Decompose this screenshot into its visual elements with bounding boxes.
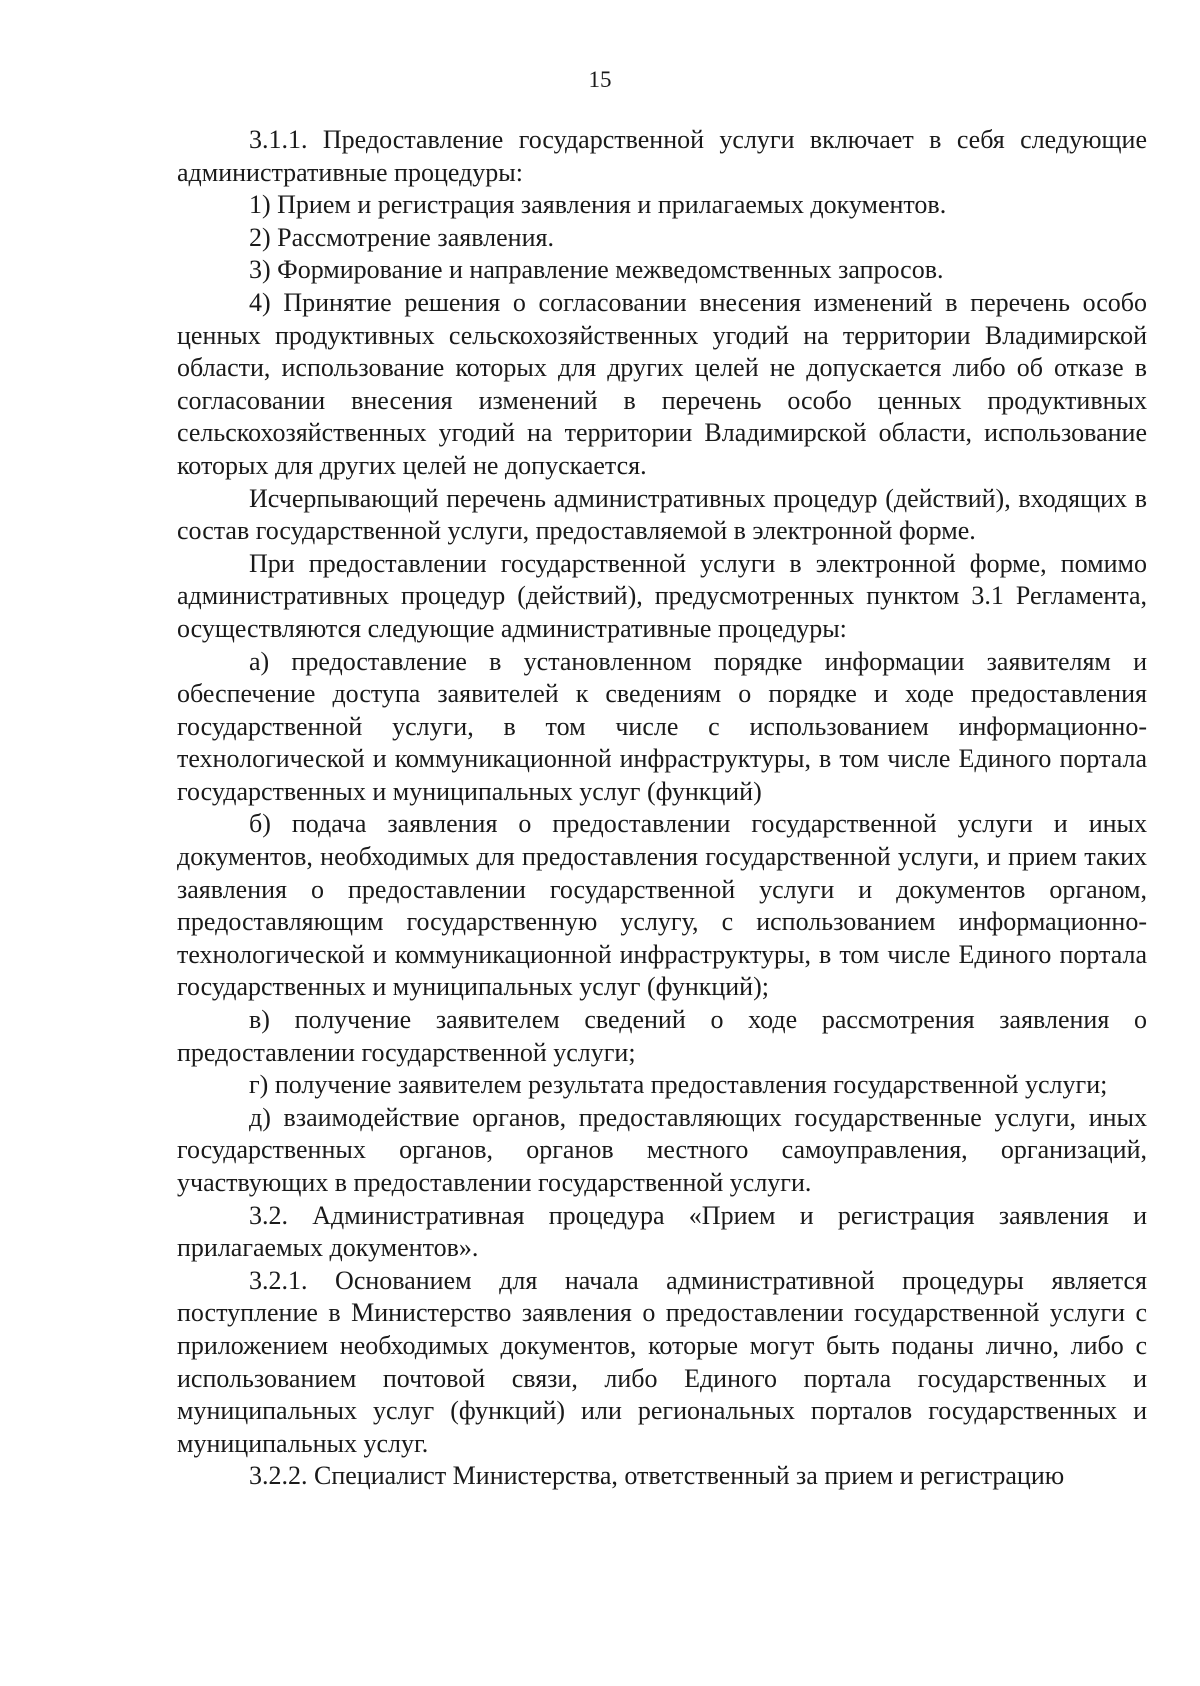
list-item-1: 1) Прием и регистрация заявления и прилагаемых документов. — [249, 190, 947, 220]
list-item-3: 3) Формирование и направление межведомственных запросов. — [249, 255, 944, 285]
paragraph-3-2: 3.2. Административная процедура «Прием и регистрация заявления и прилагаемых документов». — [177, 1200, 1147, 1263]
page-number: 15 — [588, 67, 612, 92]
list-item-b: б) подача заявления о предоставлении государственной услуги и иных документов, необходимых для предоставления государственной услуги, и прием таких заявления о предоставлении государственной услуги и документов органом, предоставляющим государственную услугу, с использованием информационно-технологической и коммуникационной инфраструктуры, в том числе Единого портала государственных и муниципальных услуг (функций); — [177, 809, 1147, 1002]
paragraph-3-1-1: 3.1.1. Предоставление государственной услуги включает в себя следующие административные процедуры: — [177, 125, 1147, 187]
list-item-2: 2) Рассмотрение заявления. — [249, 222, 554, 252]
list-item-a: а) предоставление в установленном порядке информации заявителям и обеспечение доступа заявителей к сведениям о порядке и ходе предоставления государственной услуги, в том числе с использованием информационно-технологической и коммуникационной инфраструктуры, в том числе Единого портала государственных и муниципальных услуг (функций) — [177, 646, 1147, 806]
list-item-v: в) получение заявителем сведений о ходе рассмотрения заявления о предоставлении государственной услуги; — [177, 1005, 1147, 1067]
paragraph-electronic-form: При предоставлении государственной услуги в электронной форме, помимо административных процедур (действий), предусмотренных пунктом 3.1 Регламента, осуществляются следующие административные процедуры: — [177, 548, 1147, 643]
list-item-d: д) взаимодействие органов, предоставляющих государственные услуги, иных государственных органов, органов местного самоуправления, организаций, участвующих в предоставлении государственной услуги. — [177, 1102, 1147, 1197]
paragraph-exhaustive-list: Исчерпывающий перечень административных процедур (действий), входящих в состав государственной услуги, предоставляемой в электронной форме. — [177, 483, 1147, 546]
list-item-4: 4) Принятие решения о согласовании внесения изменений в перечень особо ценных продуктивных сельскохозяйственных угодий на территории Владимирской области, использование которых для других целей не допускается либо об отказе в согласовании внесения изменений в перечень особо ценных продуктивных сельскохозяйственных угодий на территории Владимирской области, использование которых для других целей не допускается. — [177, 287, 1147, 480]
paragraph-3-2-2: 3.2.2. Специалист Министерства, ответственный за прием и регистрацию — [249, 1461, 1065, 1491]
list-item-g: г) получение заявителем результата предоставления государственной услуги; — [249, 1070, 1108, 1100]
paragraph-3-2-1: 3.2.1. Основанием для начала административной процедуры является поступление в Министерство заявления о предоставлении государственной услуги с приложением необходимых документов, которые могут быть поданы лично, либо с использованием почтовой связи, либо Единого портала государственных и муниципальных услуг (функций) или региональных порталов государственных и муниципальных услуг. — [177, 1265, 1147, 1458]
document-body — [177, 124, 1147, 1493]
